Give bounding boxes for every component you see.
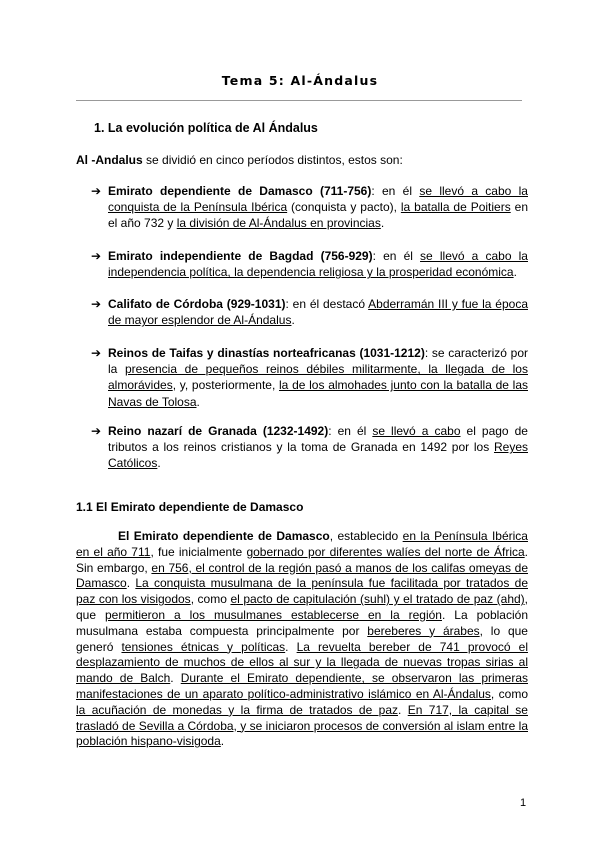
arrow-icon: ➔ — [91, 346, 102, 360]
para-text: . — [126, 576, 136, 591]
item-text: . — [196, 394, 200, 409]
item-text: en el año 732 y — [108, 200, 528, 231]
item-text: : en él — [372, 249, 421, 263]
para-text: . — [170, 671, 181, 686]
item-underline: Reyes Católicos — [108, 440, 528, 471]
list-item — [91, 248, 528, 280]
item-text: : se caracterizó por la — [108, 346, 528, 377]
page-number: 1 — [520, 797, 527, 809]
item-underline: se llevó a cabo la conquista de la Península Ibérica — [108, 184, 528, 215]
arrow-icon: ➔ — [91, 249, 102, 263]
list-item — [91, 296, 528, 328]
section-heading-1: 1. La evolución política de Al Ándalus — [94, 121, 318, 135]
para-underline: en 756, el control de la región pasó a manos de los califas omeyas de Damasco — [76, 560, 528, 591]
document-title: Tema 5: Al-Ándalus — [221, 73, 379, 88]
item-text: : en él — [328, 424, 373, 438]
item-underline: la batalla de Poitiers — [400, 200, 511, 215]
item-text: : en él — [371, 184, 420, 198]
para-underline: la acuñación de monedas y la firma de tratados de paz — [76, 702, 398, 717]
item-underline: se llevó a cabo la independencia política, la dependencia religiosa y la prosperidad económica — [108, 249, 528, 280]
para-text: , como — [490, 686, 528, 701]
list-item — [91, 423, 528, 472]
intro-text: se dividió en cinco períodos distintos, estos son: — [142, 153, 403, 167]
para-underline: el pacto de capitulación (suhl) y el tratado de paz (ahd) — [230, 592, 525, 607]
item-text: el pago de tributos a los reinos cristianos y la toma de Granada en 1492 por los — [108, 424, 528, 455]
intro-bold: Al -Andalus — [76, 153, 143, 167]
para-text: , que — [76, 592, 528, 622]
item-text: : en él destacó — [285, 297, 369, 311]
para-underline: La conquista musulmana de la península fue facilitada por tratados de paz con los visigodos — [76, 576, 528, 607]
arrow-icon: ➔ — [91, 184, 102, 198]
para-text: , establecido — [329, 529, 403, 543]
item-underline: se llevó a cabo — [372, 424, 461, 438]
item-text: . — [380, 216, 385, 231]
item-underline: presencia de pequeños reinos débiles militarmente, la llegada de los almorávides — [108, 362, 528, 393]
para-text: , fue inicialmente — [150, 544, 247, 559]
list-item — [91, 345, 528, 410]
para-text: . — [285, 639, 297, 654]
list-item — [91, 183, 528, 232]
item-text: , y, posteriormente, — [172, 378, 280, 393]
section-heading-1-1: 1.1 El Emirato dependiente de Damasco — [76, 500, 304, 514]
item-underline: la división de Al-Ándalus en provincias — [176, 216, 381, 231]
para-text: . — [220, 734, 225, 749]
item-text: . — [157, 456, 161, 471]
para-text: . — [398, 702, 408, 717]
para-text: , como — [190, 592, 231, 607]
item-text: . — [291, 313, 295, 328]
header-divider — [76, 100, 522, 101]
item-text: . — [513, 265, 517, 280]
para-underline: Durante el Emirato dependiente, se observaron las primeras manifestaciones de un aparato político-administrativo islámico en Al-Ándalus — [76, 671, 528, 701]
item-bold: Reino nazarí de Granada (1232-1492) — [108, 424, 329, 438]
arrow-icon: ➔ — [91, 297, 102, 311]
item-underline: la de los almohades junto con la batalla de las Navas de Tolosa — [108, 378, 528, 409]
para-text: . La población musulmana estaba compuesta principalmente por — [76, 607, 528, 638]
item-bold: Califato de Córdoba (929-1031) — [108, 297, 286, 311]
item-bold: Emirato dependiente de Damasco (711-756) — [108, 184, 372, 198]
para-underline: La revuelta bereber de 741 provocó el desplazamiento de muchos de ellos al sur y la llegada de nuevas tropas sirias al mando de Balch — [76, 639, 528, 686]
item-text: (conquista y pacto), — [287, 200, 401, 215]
arrow-icon: ➔ — [91, 424, 102, 438]
para-underline: gobernado por diferentes walíes del norte de África — [246, 544, 525, 559]
para-underline: bereberes y árabes — [367, 623, 480, 638]
para-underline: en la Península Ibérica en el año 711 — [76, 529, 528, 559]
para-underline: En 717, la capital se trasladó de Sevilla a Córdoba, y se iniciaron procesos de conversión al islam entre la población hispano-visigoda — [76, 702, 528, 749]
body-paragraph — [76, 529, 528, 750]
para-text: , lo que generó — [76, 623, 528, 654]
para-underline: permitieron a los musulmanes establecerse en la región — [105, 607, 442, 622]
item-bold: Emirato independiente de Bagdad (756-929) — [108, 249, 373, 263]
intro-line — [76, 153, 403, 167]
para-underline: tensiones étnicas y políticas — [121, 639, 286, 654]
item-bold: Reinos de Taifas y dinastías norteafricanas (1031-1212) — [108, 346, 425, 360]
para-text: . Sin embargo, — [76, 544, 529, 575]
item-underline: Abderramán III y fue la época de mayor esplendor de Al-Ándalus — [108, 297, 528, 328]
para-bold: El Emirato dependiente de Damasco — [118, 529, 330, 543]
